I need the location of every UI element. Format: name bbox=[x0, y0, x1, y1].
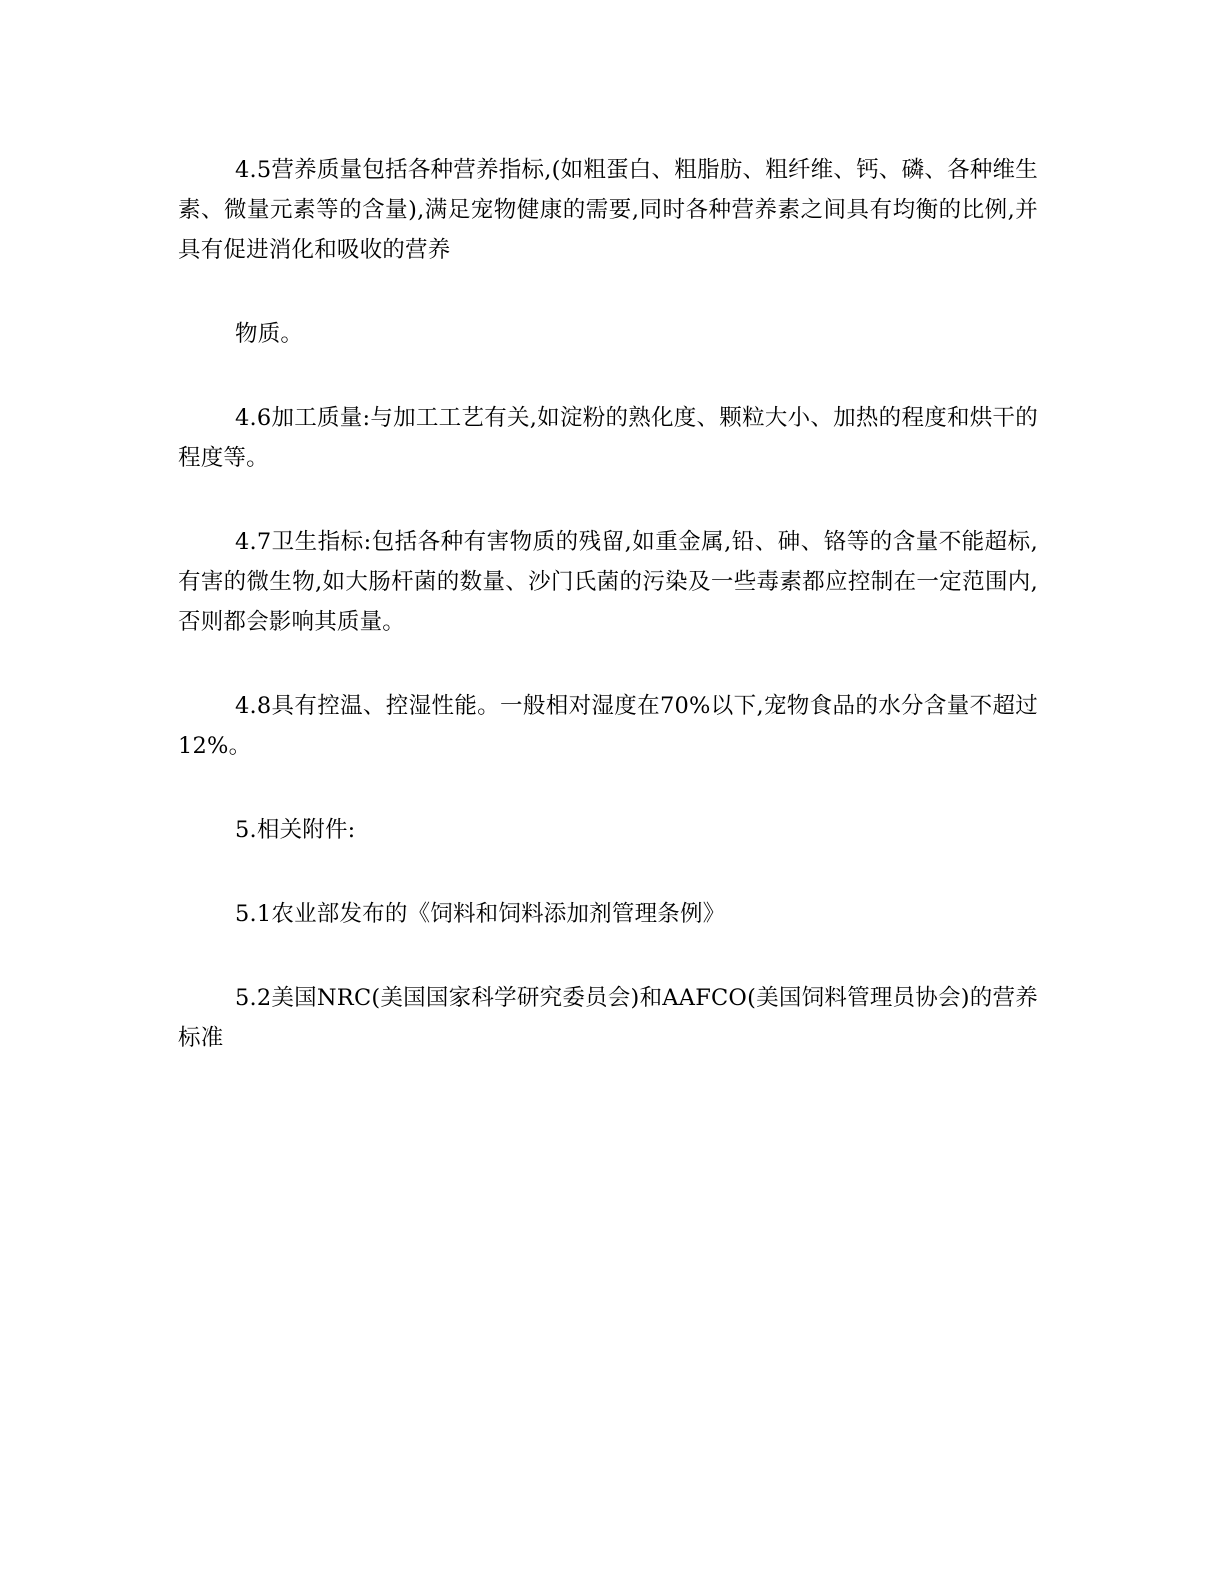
paragraph-5-2-standards: 5.2美国NRC(美国国家科学研究委员会)和AAFCO(美国饲料管理员协会)的营养标准 bbox=[178, 985, 1038, 1051]
section-5-heading: 5.相关附件: bbox=[235, 817, 356, 843]
paragraph-4-5-nutrition-quality: 4.5营养质量包括各种营养指标,(如粗蛋白、粗脂肪、粗纤维、钙、磷、各种维生素、微量元素等的含量),满足宠物健康的需要,同时各种营养素之间具有均衡的比例,并具有促进消化和吸收的营养 bbox=[178, 157, 1038, 263]
paragraph-4-5-continuation: 物质。 bbox=[235, 321, 304, 347]
paragraph-4-6-processing-quality: 4.6加工质量:与加工工艺有关,如淀粉的熟化度、颗粒大小、加热的程度和烘干的程度等。 bbox=[178, 405, 1038, 471]
paragraph-5-1-regulation: 5.1农业部发布的《饲料和饲料添加剂管理条例》 bbox=[235, 901, 726, 927]
paragraph-4-7-hygiene-indicators: 4.7卫生指标:包括各种有害物质的残留,如重金属,铅、砷、铬等的含量不能超标,有害的微生物,如大肠杆菌的数量、沙门氏菌的污染及一些毒素都应控制在一定范围内,否则都会影响其质量。 bbox=[178, 529, 1038, 635]
paragraph-4-8-temperature-humidity: 4.8具有控温、控湿性能。一般相对湿度在70%以下,宠物食品的水分含量不超过12%。 bbox=[178, 693, 1038, 759]
document-body bbox=[178, 150, 1038, 1102]
